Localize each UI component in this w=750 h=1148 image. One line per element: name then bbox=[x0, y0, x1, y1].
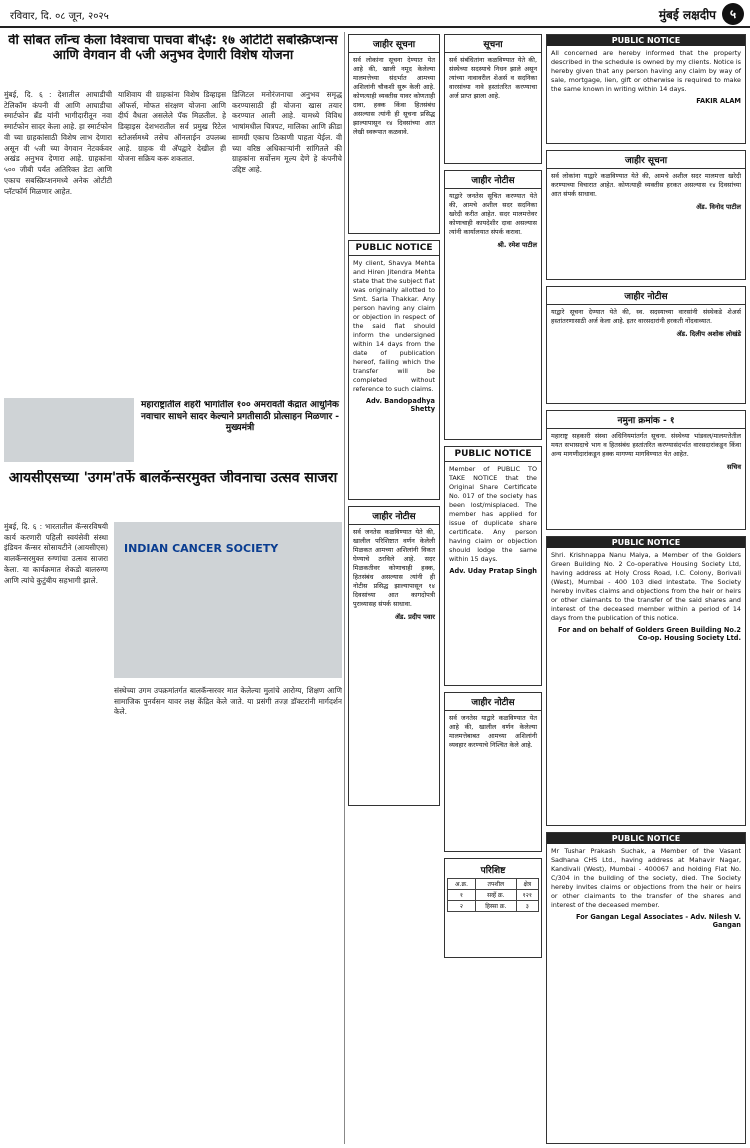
notice-title: जाहीर नोटीस bbox=[547, 287, 745, 305]
notice-body: महाराष्ट्र सहकारी संस्था अधिनियमांतर्गत सूचना. संस्थेच्या भांडवल/मालमत्तेतील मयत सभासदाचे भाग व हितसंबंध हस्तांतरित करण्यासंदर्भात वारसदारांकडून किंवा अन्य मागणीदारांकडून हक्क मागण्या मागविण्यात येत आहेत. bbox=[551, 432, 741, 458]
notice-title: जाहीर सूचना bbox=[349, 35, 439, 53]
table-cell: १२१ bbox=[516, 890, 538, 901]
banner-text: महाराष्ट्रातील शहरी भागांतील १०० अमरावती केंद्रात आधुनिक नवाचार साधने सादर केल्याने प्रगतीसाठी प्रोत्साहन मिळणार - मुख्यमंत्री bbox=[140, 400, 340, 434]
notice-signature: सचिव bbox=[726, 462, 741, 471]
notice-body: सर्व जनतेस कळविण्यात येते की, खालील परिशिष्टात वर्णन केलेली मिळकत आमच्या अशिलांनी विकत घेण्याचे ठरविले आहे. सदर मिळकतीवर कोणाचाही हक्क, हितसंबंध असल्यास त्यांनी ही नोटीस प्रसिद्ध झाल्यापासून १४ दिवसांच्या आत कागदोपत्री पुराव्यासह संपर्क साधावा. bbox=[353, 528, 435, 608]
notice-title: जाहीर नोटीस bbox=[445, 693, 541, 711]
ugam-photo bbox=[114, 522, 342, 678]
page-header bbox=[0, 0, 750, 28]
issue-date: रविवार, दि. ०८ जून, २०२५ bbox=[10, 11, 109, 22]
notice-body: याद्वारे जनतेस सूचित करण्यात येते की, आमचे अशील सदर सदनिका खरेदी करीत आहेत. सदर मालमत्तेवर कोणाचाही कायदेशीर दावा असल्यास त्यांनी कार्यालयात संपर्क करावा. bbox=[449, 192, 537, 236]
notice-signature: श्री. रमेश पाटील bbox=[497, 240, 537, 249]
ugam-col-1: मुंबई, दि. ६ : भारतातील कॅन्सरविषयी कार्य करणारी पहिली स्वयंसेवी संस्था इंडियन कॅन्सर सोसायटीने (आयसीएस) बालकॅन्सरमुक्त रुग्णांचा उत्सव साजरा केला. या कार्यक्रमात शेकडो बालरुग्ण आणि त्यांचे कुटुंबीय सहभागी झाले. bbox=[4, 522, 108, 585]
notice-body: Member of PUBLIC TO TAKE NOTICE that the Original Share Certificate No. 017 of the society has been lost/misplaced. The member has applied for issue of duplicate share certificate. Any person having claim or objection should lodge the same within 15 days. bbox=[449, 465, 537, 563]
notice-body: My client, Shavya Mehta and Hiren Jitendra Mehta state that the subject flat was originally allotted to Smt. Sarla Thakkar. Any person having any claim or objection in respect of the said flat should inform the undersigned within 14 days from the date of publication hereof, failing which the transfer will be completed without reference to such claims. bbox=[353, 259, 435, 393]
schedule-table bbox=[447, 878, 539, 912]
notice-title: PUBLIC NOTICE bbox=[547, 35, 745, 46]
table-cell: ३ bbox=[516, 901, 538, 912]
notice-title: PUBLIC NOTICE bbox=[445, 447, 541, 462]
schedule-box bbox=[444, 858, 542, 958]
notice-title: नमुना क्रमांक - १ bbox=[547, 411, 745, 429]
form-notice-col5 bbox=[546, 410, 746, 530]
public-notice-col3 bbox=[348, 240, 440, 500]
table-cell: २ bbox=[448, 901, 476, 912]
jahir-notice-col4 bbox=[444, 170, 542, 440]
newspaper-name: मुंबई लक्षदीप bbox=[658, 8, 716, 22]
notice-title: सूचना bbox=[445, 35, 541, 53]
notice-title: PUBLIC NOTICE bbox=[349, 241, 439, 256]
table-row bbox=[448, 901, 539, 912]
notice-title: जाहीर नोटीस bbox=[445, 171, 541, 189]
suchna-col4 bbox=[444, 34, 542, 164]
public-notice-col4 bbox=[444, 446, 542, 686]
notice-body: Shri. Krishnappa Nanu Malya, a Member of the Golders Green Building No. 2 Co-operative Housing Society Ltd, having address at Holy Cross Road, I.C. Colony, Borivali (West), Mumbai - 400 103 died intestate. The Society hereby invites claims and objections from the heir or heirs or other claimants to the transfer of the said shares and interest of the deceased member within a period of 14 days from the publication of this notice. bbox=[551, 551, 741, 622]
notice-body: All concerned are hereby informed that the property described in the schedule is owned by my clients. Notice is hereby given that any person having any claim by way of sale, mortgage, lien, gift or otherwise is required to make the same known in writing within 14 days. bbox=[551, 49, 741, 93]
notice-signature: FAKIR ALAM bbox=[696, 96, 741, 105]
public-notice-golders bbox=[546, 536, 746, 826]
public-notice-suchak bbox=[546, 832, 746, 1144]
lead-col-1: मुंबई, दि. ६ : देशातील आघाडीची टेलिकॉम कंपनी वी आणि आघाडीचा स्मार्टफोन ब्रँड यांनी भागीदारीतून नवा स्मार्टफोन सादर केला आहे. हा स्मार्टफोन वी च्या ग्राहकांसाठी विशेष लाभ देणारा असून वी ५जी च्या वेगवान नेटवर्कवर अखंड अनुभव देणारा आहे. ग्राहकांना ५०० जीबी पर्यंत अतिरिक्त डेटा आणि एकाच सबस्क्रिप्शनमध्ये अनेक ओटीटी प्लॅटफॉर्म मिळणार आहेत. bbox=[4, 90, 112, 196]
notice-body: सर्व लोकांना सूचना देण्यात येत आहे की, खाली नमूद केलेल्या मालमत्तेच्या संदर्भात आमच्या अशिलांनी चौकशी सुरू केली आहे. कोणत्याही व्यक्तीस यावर कोणताही दावा, हक्क किंवा हितसंबंध असल्यास त्यांनी ही सूचना प्रसिद्ध झाल्यापासून १४ दिवसांच्या आत लेखी स्वरूपात कळवावे. bbox=[353, 56, 435, 136]
jahir-suchna-col5 bbox=[546, 150, 746, 280]
ics-logo-text: INDIAN CANCER SOCIETY bbox=[124, 542, 279, 555]
schedule-title: परिशिष्ट bbox=[480, 866, 506, 876]
schedule-head-cell: क्षेत्र bbox=[516, 879, 538, 890]
notice-body: Mr Tushar Prakash Suchak, a Member of the Vasant Sadhana CHS Ltd., having address at Mahavir Nagar, Kandivali (West), Mumbai - 400067 and holding Flat No. C/304 in the building of the society, died. The Society hereby invites claims or objections from the heir or heirs or other claimants to the transfer of the shares and interest of the deceased member. bbox=[551, 847, 741, 909]
notice-signature: ॲड. प्रदीप पवार bbox=[394, 612, 435, 621]
table-cell: १ bbox=[448, 890, 476, 901]
notice-body: सर्व लोकांना याद्वारे कळविण्यात येते की, आमचे अशील सदर मालमत्ता खरेदी करण्याच्या विचारात आहेत. कोणत्याही व्यक्तीस हरकत असल्यास १४ दिवसांच्या आत संपर्क साधावा. bbox=[551, 172, 741, 198]
schedule-head-cell: अ.क्र. bbox=[448, 879, 476, 890]
jahir-notice2-col4 bbox=[444, 692, 542, 852]
jahir-notice-col3 bbox=[348, 506, 440, 806]
cm-photo bbox=[4, 398, 134, 462]
ugam-headline: आयसीएसच्या 'उगम'तर्फे बालकॅन्सरमुक्त जीवनाचा उत्सव साजरा bbox=[8, 470, 338, 486]
notice-signature: Adv. Uday Pratap Singh bbox=[449, 566, 537, 575]
notice-body: याद्वारे सूचना देण्यात येते की, स्व. सदस्याच्या वारसांनी संस्थेकडे शेअर्स हस्तांतरणासाठी अर्ज केला आहे. इतर वारसदारांनी हरकती नोंदवाव्यात. bbox=[551, 308, 741, 325]
notice-title: PUBLIC NOTICE bbox=[547, 537, 745, 548]
schedule-head-row bbox=[448, 879, 539, 890]
notice-signature: For Gangan Legal Associates - Adv. Nilesh V. Gangan bbox=[576, 912, 741, 929]
jahir-notice-col5 bbox=[546, 286, 746, 404]
lead-col-2: याशिवाय वी ग्राहकांना विशेष डिव्हाइस ऑफर्स, मोफत संरक्षण योजना आणि दीर्घ वैधता असलेले पॅक मिळतील. हे डिव्हाइस देशभरातील सर्व प्रमुख रिटेल स्टोअर्समध्ये तसेच ऑनलाईन उपलब्ध आहे. ग्राहक वी अ‍ॅपद्वारे देखील ही योजना सक्रिय करू शकतात. bbox=[118, 90, 226, 164]
schedule-head-cell: तपशील bbox=[475, 879, 516, 890]
page-number: ५ bbox=[722, 3, 744, 25]
notice-title: जाहीर नोटीस bbox=[349, 507, 439, 525]
lead-headline: वी सोबत लॉन्च केला विश्वाचा पाचवा बी५ई: १७ ओटीटी सबस्क्रिप्शन्स आणि वेगवान वी ५जी अनुभव देणारी विशेष योजना bbox=[8, 34, 338, 63]
jahir-suchna-1 bbox=[348, 34, 440, 234]
notice-signature: अ‍ॅड. दिलीप अशोक लोखंडे bbox=[676, 329, 741, 338]
notice-signature: For and on behalf of Golders Green Building No.2 Co-op. Housing Society Ltd. bbox=[558, 625, 741, 642]
table-cell: हिस्सा क्र. bbox=[475, 901, 516, 912]
notice-body: सर्व संबंधितांना कळविण्यात येते की, संस्थेच्या सदस्याचे निधन झाले असून त्यांच्या नावावरील शेअर्स व सदनिका वारसांच्या नावे हस्तांतरित करण्याचा अर्ज प्राप्त झाला आहे. bbox=[449, 56, 537, 100]
notice-body: सर्व जनतेस याद्वारे कळविण्यात येत आहे की, खालील वर्णन केलेल्या मालमत्तेबाबत आमच्या अशिलांनी व्यवहार करण्याचे निश्चित केले आहे. bbox=[449, 714, 537, 749]
table-row bbox=[448, 890, 539, 901]
ugam-col-2: संस्थेच्या उगम उपक्रमांतर्गत बालकॅन्सरवर मात केलेल्या मुलांचे आरोग्य, शिक्षण आणि सामाजिक पुनर्वसन यावर लक्ष केंद्रित केले जाते. या प्रसंगी तज्ज्ञ डॉक्टरांनी मार्गदर्शन केले. bbox=[114, 686, 342, 717]
table-cell: सर्व्हे क्र. bbox=[475, 890, 516, 901]
notice-title: जाहीर सूचना bbox=[547, 151, 745, 169]
notice-signature: ॲड. विनोद पाटील bbox=[696, 202, 741, 211]
lead-col-3: डिजिटल मनोरंजनाचा अनुभव समृद्ध करण्यासाठी ही योजना खास तयार करण्यात आली आहे. यामध्ये विविध भाषांमधील चित्रपट, मालिका आणि क्रीडा सामग्री एकाच ठिकाणी पाहता येईल. वी च्या वरिष्ठ अधिकाऱ्यांनी सांगितले की ग्राहकांना सर्वोत्तम मूल्य देणे हे कंपनीचे उद्दिष्ट आहे. bbox=[232, 90, 342, 175]
public-notice-col5 bbox=[546, 34, 746, 144]
notice-title: PUBLIC NOTICE bbox=[547, 833, 745, 844]
notice-signature: Adv. Bandopadhya Shetty bbox=[365, 396, 435, 413]
